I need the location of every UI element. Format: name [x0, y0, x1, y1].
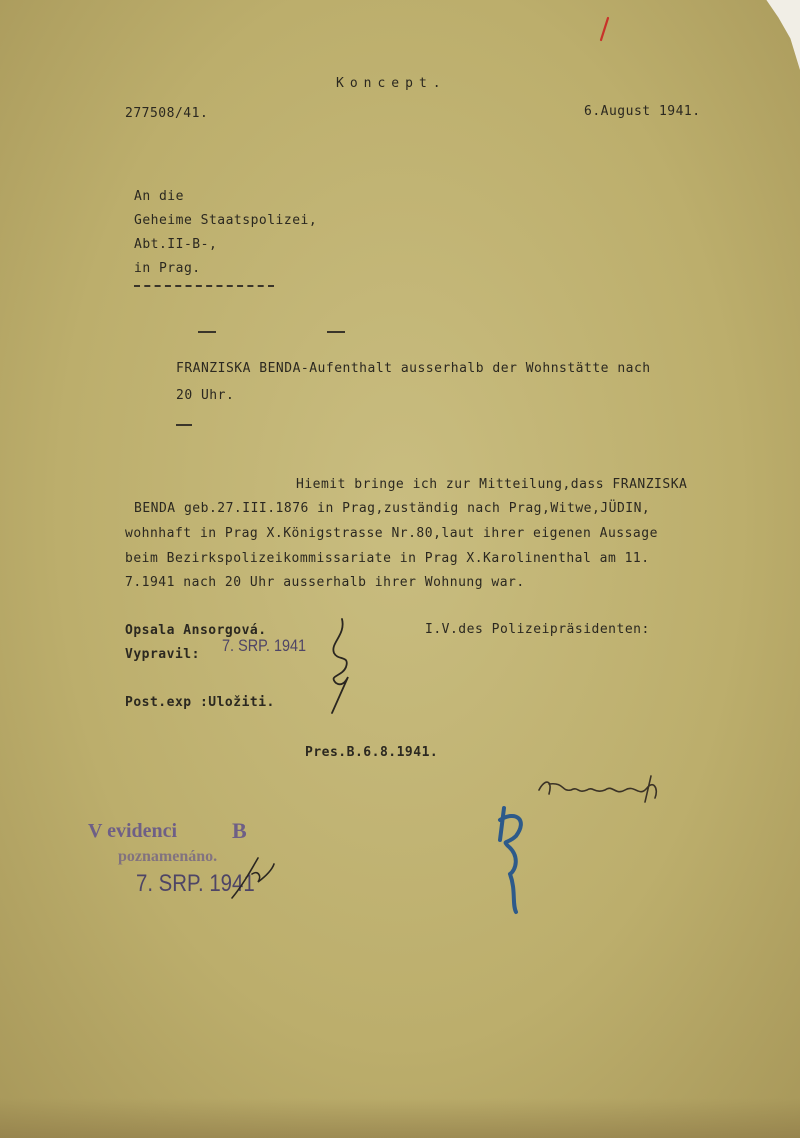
blue-pencil-initial: [486, 800, 536, 920]
presidium-reference: Pres.B.6.8.1941.: [305, 745, 439, 760]
body-line-1: Hiemit bringe ich zur Mitteilung,dass FRANZISKA: [296, 477, 688, 492]
dispatched-label: Vypravil:: [125, 647, 200, 662]
address-line-1: An die: [134, 189, 184, 204]
address-line-2: Geheime Staatspolizei,: [134, 213, 318, 228]
subject-line-1: FRANZISKA BENDA-Aufenthalt ausserhalb der Wohnstätte nach: [176, 361, 651, 376]
address-underline: [134, 285, 274, 287]
body-line-5: 7.1941 nach 20 Uhr ausserhalb ihrer Wohnung war.: [125, 575, 525, 590]
reference-number: 277508/41.: [125, 106, 209, 121]
subject-dash: [176, 424, 192, 426]
typed-by-note: Opsala Ansorgová.: [125, 623, 267, 638]
dispatch-date-stamp: 7. SRP. 1941: [222, 636, 307, 655]
red-check-mark-icon: [598, 16, 612, 42]
signatory-line: I.V.des Polizeipräsidenten:: [425, 622, 650, 637]
separator-dash: [327, 331, 345, 333]
document-title: Koncept.: [336, 76, 447, 91]
registry-stamp-line-2: poznamenáno.: [118, 848, 218, 865]
address-line-4: in Prag.: [134, 261, 201, 276]
stamp-initial-mark: [228, 852, 278, 902]
body-line-4: beim Bezirkspolizeikommissariate in Prag X.Karolinenthal am 11.: [125, 551, 650, 566]
registry-stamp-line-1: V evidenci: [88, 820, 178, 842]
paper-wear: [0, 1098, 800, 1138]
address-line-3: Abt.II-B-,: [134, 237, 218, 252]
body-line-3: wohnhaft in Prag X.Königstrasse Nr.80,laut ihrer eigenen Aussage: [125, 526, 658, 541]
separator-dash: [198, 331, 216, 333]
document-date: 6.August 1941.: [584, 104, 701, 119]
subject-line-2: 20 Uhr.: [176, 388, 235, 403]
registry-stamp-date: 7. SRP. 1941: [136, 870, 255, 897]
handwritten-signature: [535, 770, 675, 810]
torn-corner: [752, 0, 800, 70]
body-line-2: BENDA geb.27.III.1876 in Prag,zuständig nach Prag,Witwe,JÜDIN,: [134, 501, 651, 516]
registry-stamp-letter: B: [232, 818, 247, 843]
handwritten-initial-signature: [320, 615, 360, 715]
post-expedition-note: Post.exp :Uložiti.: [125, 695, 275, 710]
